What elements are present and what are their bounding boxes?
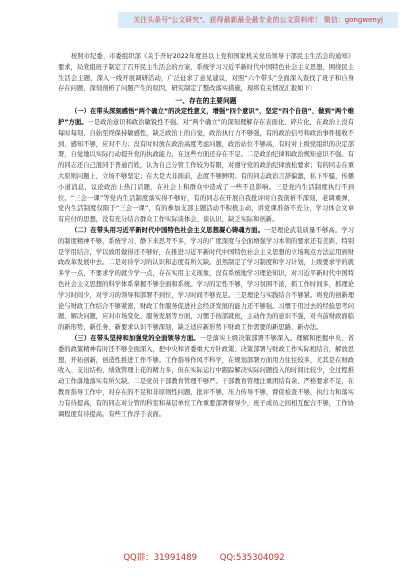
- qq-group-text: QQ群：31991489: [123, 553, 198, 563]
- problem-2-body: 一是理论武装质量不够高。学习的制度精神不够，系统学习、静下来思考不多，学习的广度深度与全面增强学习本领的要求还有差距，特别是学用结合，学以致用做得还不够好，在推进习近平新时代中国特色社会主义思想的立场观点方法运用到财政改革发展中去。二是对待学习的认识和态度有所欠缺。虽然制定了学习制度和学习计划，上级要求学的就多学一点，不要求学的就少学一点，存在实用主义现象，没有系统地学习理论知识，对习近平新时代中国特色社会主义思想的科学体系掌握不够全面和系统。学习的定性不够，学习氛围不浓，抓工作时间多，抓理论学习时间少，对学习的领导和部署不到位，学习时间不够充足。三是理论与实践结合不够紧。将党的创新理论与财政工作结合不够紧密，财政工作服务促进社会经济发展的能力还不够强。习惯于用过去的经验思考问题、解决问题，应对市场变化、服务发展等方面，习惯于按部就班，主动作为的意识不强，对当前财政面临的新形势、新任务、新要求认识不够深刻，缺乏适应新形势下财政工作需要的新思路、新办法。: [58, 226, 355, 332]
- problem-2-title: （二）在带头用习近平新时代中国特色社会主义思想凝心铸魂方面。: [71, 226, 265, 234]
- section-heading: 一、存在的主要问题: [175, 97, 237, 106]
- intro-paragraph: 按照市纪委、市委组织部《关于开好2022年度县以上党和国家机关党员领导干部民主生活会的通知》要求，局党组班子制定了召开民主生活会的方案，系统学习习近平新时代中国特色社会主义思想，围绕民主生活会主题，深入一线开展调研活动，广泛征求了意见建议，对照“六个带头”全面深入查找了班子和自身存在问题，深刻剖析了问题产生的原因，研究制定了整改落实措施，现将有关情况汇报如下：: [58, 53, 354, 93]
- problem-1-body: 一是政治意识和政治敏锐性不强。对“两个确立”的深刻理解存在表面化、碎片化，在政治上没有每时每刻、自始至终保持敏感性，缺乏政治上的自觉，政治执行力不够强，有的政治信号和政治事件接收不到、感知不够，应对不力；没有时时放在政治高度考虑问题，政治站位不够高，有时对上级党组织的决定部署，自觉地以实际行动提升党的执政能力，在这些方面还存在不足。二是政治纪律和政治规矩意识不强。有的同志还自己混同于普通百姓，认为自己分管工作较为有限，对遵守党的政治纪律放松要求；有的同志在重大原则问题上，立场不够坚定；在大是大非面前，态度不够鲜明；有的同志政治言辞偏激，私下牢骚，传播小道消息，议论政治上热门话题，在社会上和群众中造成了一些不良影响。三是党内生活制度执行不到位。“三会一课”等党内生活制度落实得不够好，有的同志在开展自我批评时自我剖析不深刻，老调重弹，党内生活制度仅限于“三会一课”，有的参加支部主题活动不积极主动，讲党课准备不充分，学习体会文章有应付的思想，没有充分结合群众工作实际谈体会、谈认识，缺乏实际和创新。: [58, 118, 355, 224]
- problem-paragraph-2: [58, 226, 354, 334]
- problem-3-body: 一是落实上级决策部署不够深入。理解和把握中央、省委的政策精神有时还不够全面深入，把中央和省委重大方针政策、决策部署与财政工作实际相结合，解放思想，开拓创新，创造性推进工作不够。工作指导作风不科学，在规划部署方面用力往往较多，尤其是在财政收入、支出结构、绩效管理上花的精力多，但在实际运行中跟踪解决实际问题投入的时间比较少，全过程推动工作落地落实有所欠缺。二是党员干部教育管理不够严。干部教育管理注重团结有余、严格要求不足，在教育指导工作中，对存在的不足和非原则性问题，批评不够，压力传导不够，督促检查不够，执行力和落实力有待提高，有的同志对分管的科室和基层单位工作重要部署督导少，班子成员之间相互配合不够，工作协调程度有待提高。有些工作浮于表面。: [58, 334, 355, 418]
- promo-banner: 关注头条号"公文研究"，获得最新最全最专业的公文资料库！ 微信：gongwenyj: [118, 12, 398, 28]
- problem-paragraph-3: [58, 334, 354, 420]
- problem-3-title: （三）在带头坚持和加强党的全面领导方面。: [71, 334, 200, 342]
- document-body: [58, 52, 354, 420]
- qq-text: QQ:535304092: [219, 553, 285, 563]
- contact-footer: [0, 551, 408, 563]
- problem-paragraph-1: [58, 107, 354, 226]
- problem-1-title: （一）在带头深刻感悟“两个确立”的决定性意义，增强“四个意识”、坚定“四个自信”、做到“两个维护”方面。: [58, 108, 354, 126]
